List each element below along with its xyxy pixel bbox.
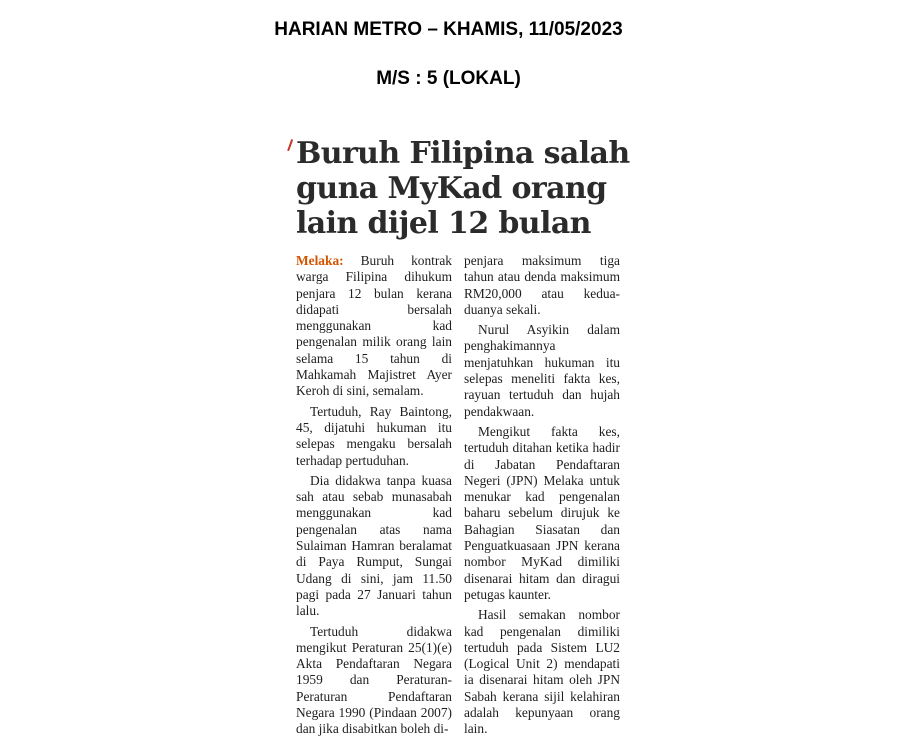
- article-paragraph: Tertuduh, Ray Baintong, 45, dijatuhi hukuman itu selepas mengaku bersalah terhadap pertuduhan.: [296, 403, 452, 468]
- article-headline: [296, 136, 636, 241]
- article-column-left: [296, 253, 452, 742]
- article-paragraph: Dia didakwa tanpa kuasa sah atau sebab munasabah menggunakan kad pengenalan atas nama Sulaiman Hamran beralamat di Paya Rumput, Sungai Udang di sini, jam 11.50 pagi pada 27 Januari tahun lalu.: [296, 472, 452, 619]
- headline-line: Buruh Filipina salah: [296, 136, 630, 171]
- article-paragraph: Tertuduh didakwa mengikut Peraturan 25(1)(e) Akta Pendaftaran Negara 1959 dan Peraturan-Peraturan Pendaftaran Negara 1990 (Pindaan 2007) dan jika disabitkan boleh di-: [296, 623, 452, 737]
- publication-source-line: HARIAN METRO – KHAMIS, 11/05/2023: [274, 19, 623, 40]
- headline-line: guna MyKad orang: [296, 171, 607, 206]
- headline-line: lain dijel 12 bulan: [296, 206, 591, 241]
- article-paragraph: Hasil semakan nombor kad pengenalan dimiliki tertuduh pada Sistem LU2 (Logical Unit 2) mendapati ia disenarai hitam oleh JPN Sabah kerana sijil kelahiran adalah kepunyaan orang lain.: [464, 607, 620, 737]
- article-paragraph: penjara maksimum tiga tahun atau denda maksimum RM20,000 atau kedua-duanya sekali.: [464, 253, 620, 317]
- article-paragraph: Mengikut fakta kes, tertuduh ditahan ketika hadir di Jabatan Pendaftaran Negeri (JPN) Melaka untuk menukar kad pengenalan baharu sebelum dirujuk ke Bahagian Siasatan dan Penguatkuasaan JPN kerana nombor MyKad dimiliki disenarai hitam dan diragui petugas kaunter.: [464, 423, 620, 602]
- article-column-right: [464, 253, 620, 742]
- article-paragraph: Nurul Asyikin dalam penghakimannya menjatuhkan hukuman itu selepas meneliti fakta kes, rayuan tertuduh dan hujah pendakwaan.: [464, 322, 620, 419]
- article-paragraph: [296, 253, 452, 400]
- page-section-line: M/S : 5 (LOKAL): [376, 68, 521, 89]
- dateline: Melaka:: [296, 253, 344, 268]
- article-lead-text: Buruh kontrak warga Filipina dihukum penjara 12 bulan kerana didapati bersalah menggunakan kad pengenalan milik orang lain selama 15 tahun di Mahkamah Majistret Ayer Keroh di sini, semalam.: [296, 253, 452, 399]
